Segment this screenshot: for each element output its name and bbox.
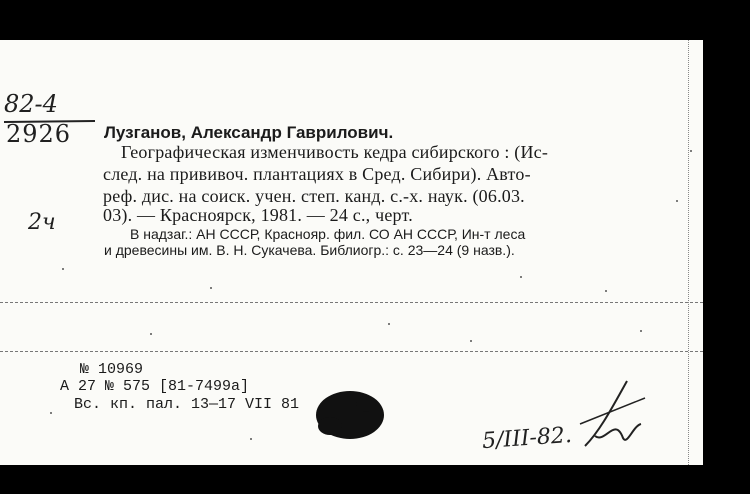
description-line-4: 03). — Красноярск, 1981. — 24 с., черт. [103,205,413,225]
catalog-card [0,40,703,465]
ink-blot [310,386,390,448]
registry-code: А 27 № 575 [81-7499а] [60,378,250,395]
description-line-3: реф. дис. на соиск. учен. степ. канд. с.-х. наук. (06.03. [103,186,525,206]
description-line-2: след. на прививоч. плантациях в Сред. Сибири). Авто- [103,164,531,184]
call-number-bottom: 2926 [6,120,72,148]
description-line-1: Географическая изменчивость кедра сибирского : (Ис- [121,142,549,162]
registry-number: № 10969 [80,361,144,378]
signature-date: 5/III-82. [481,422,573,455]
rule-upper [0,302,703,303]
rule-lower [0,351,703,352]
note-line-1: В надзаг.: АН СССР, Краснояр. фил. СО АН СССР, Ин-т леса [130,226,526,242]
note-line-2: и древесины им. В. Н. Сукачева. Библиогр.: с. 23—24 (9 назв.). [104,242,515,258]
margin-note: 2ч [28,210,56,235]
author-heading: Лузганов, Александр Гаврилович. [104,123,394,142]
signature-icon [575,376,650,456]
registry-chamber: Вс. кп. пал. 13—17 VII 81 [74,396,300,413]
call-number-top: 82-4 [4,90,58,118]
card-margin-line [688,40,689,465]
